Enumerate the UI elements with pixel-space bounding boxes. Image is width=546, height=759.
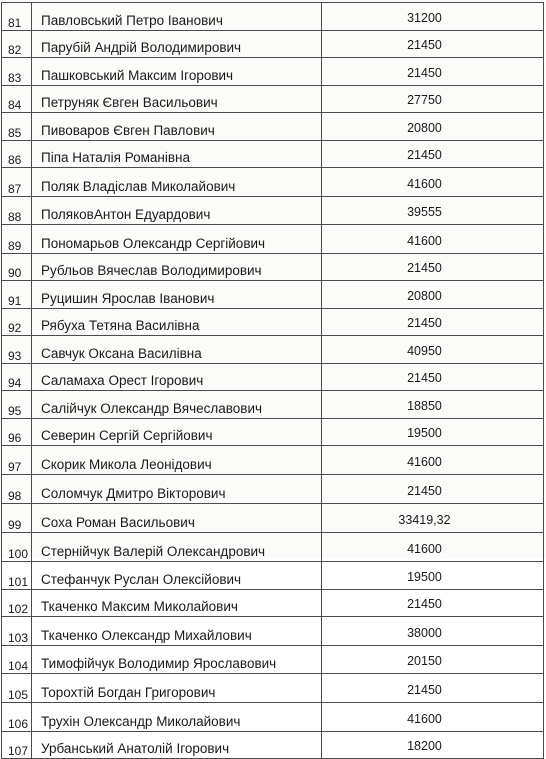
table-row bbox=[2, 58, 544, 86]
amount: 40950 bbox=[322, 336, 544, 364]
row-number: 89 bbox=[2, 224, 32, 253]
row-number: 96 bbox=[2, 418, 32, 446]
amount: 20150 bbox=[322, 646, 544, 674]
table-row bbox=[2, 702, 544, 731]
person-name: Рубльов Вячеслав Володимирович bbox=[32, 253, 322, 281]
person-name: Ткаченко Максим Миколайович bbox=[32, 589, 322, 617]
table-row bbox=[2, 168, 544, 197]
row-number: 88 bbox=[2, 197, 32, 225]
person-name: Тимофійчук Володимир Ярославович bbox=[32, 646, 322, 674]
row-number: 91 bbox=[2, 281, 32, 309]
payment-table-body bbox=[2, 3, 544, 759]
amount: 19500 bbox=[322, 418, 544, 446]
row-number: 102 bbox=[2, 589, 32, 617]
amount: 21450 bbox=[322, 58, 544, 86]
amount: 21450 bbox=[322, 363, 544, 391]
table-row bbox=[2, 646, 544, 674]
amount: 21450 bbox=[322, 140, 544, 168]
row-number: 87 bbox=[2, 168, 32, 197]
person-name: ПоляковАнтон Едуардович bbox=[32, 197, 322, 225]
row-number: 107 bbox=[2, 731, 32, 759]
table-row bbox=[2, 3, 544, 31]
row-number: 100 bbox=[2, 533, 32, 562]
person-name: Стернійчук Валерій Олександрович bbox=[32, 533, 322, 562]
table-row bbox=[2, 253, 544, 281]
amount: 41600 bbox=[322, 702, 544, 731]
person-name: Рябуха Тетяна Василівна bbox=[32, 308, 322, 336]
row-number: 97 bbox=[2, 446, 32, 475]
person-name: Петруняк Євген Васильович bbox=[32, 85, 322, 113]
amount: 20800 bbox=[322, 113, 544, 141]
amount: 18850 bbox=[322, 391, 544, 419]
table-row bbox=[2, 446, 544, 475]
row-number: 94 bbox=[2, 363, 32, 391]
row-number: 84 bbox=[2, 85, 32, 113]
row-number: 86 bbox=[2, 140, 32, 168]
table-row bbox=[2, 85, 544, 113]
person-name: Руцишин Ярослав Іванович bbox=[32, 281, 322, 309]
amount: 33419,32 bbox=[322, 504, 544, 533]
row-number: 83 bbox=[2, 58, 32, 86]
table-row bbox=[2, 562, 544, 590]
table-row bbox=[2, 475, 544, 504]
amount: 19500 bbox=[322, 562, 544, 590]
row-number: 105 bbox=[2, 673, 32, 702]
person-name: Трухін Олександр Миколайович bbox=[32, 702, 322, 731]
person-name: Парубій Андрій Володимирович bbox=[32, 30, 322, 58]
amount: 21450 bbox=[322, 30, 544, 58]
row-number: 101 bbox=[2, 562, 32, 590]
row-number: 95 bbox=[2, 391, 32, 419]
amount: 27750 bbox=[322, 85, 544, 113]
amount: 41600 bbox=[322, 533, 544, 562]
person-name: Соломчук Дмитро Вікторович bbox=[32, 475, 322, 504]
table-row bbox=[2, 391, 544, 419]
table-row bbox=[2, 673, 544, 702]
person-name: Поляк Владіслав Миколайович bbox=[32, 168, 322, 197]
amount: 18200 bbox=[322, 731, 544, 759]
amount: 21450 bbox=[322, 308, 544, 336]
row-number: 103 bbox=[2, 617, 32, 646]
amount: 21450 bbox=[322, 589, 544, 617]
person-name: Скорик Микола Леонідович bbox=[32, 446, 322, 475]
row-number: 99 bbox=[2, 504, 32, 533]
amount: 21450 bbox=[322, 673, 544, 702]
table-row bbox=[2, 617, 544, 646]
table-row bbox=[2, 197, 544, 225]
person-name: Саламаха Орест Ігорович bbox=[32, 363, 322, 391]
row-number: 104 bbox=[2, 646, 32, 674]
amount: 21450 bbox=[322, 475, 544, 504]
amount: 41600 bbox=[322, 168, 544, 197]
table-row bbox=[2, 363, 544, 391]
person-name: Салійчук Олександр Вячеславович bbox=[32, 391, 322, 419]
row-number: 90 bbox=[2, 253, 32, 281]
table-row bbox=[2, 281, 544, 309]
person-name: Пивоваров Євген Павлович bbox=[32, 113, 322, 141]
row-number: 92 bbox=[2, 308, 32, 336]
table-row bbox=[2, 308, 544, 336]
table-row bbox=[2, 504, 544, 533]
amount: 38000 bbox=[322, 617, 544, 646]
person-name: Ткаченко Олександр Михайлович bbox=[32, 617, 322, 646]
person-name: Стефанчук Руслан Олексійович bbox=[32, 562, 322, 590]
table-row bbox=[2, 113, 544, 141]
row-number: 82 bbox=[2, 30, 32, 58]
table-row bbox=[2, 589, 544, 617]
person-name: Соха Роман Васильович bbox=[32, 504, 322, 533]
table-row bbox=[2, 140, 544, 168]
person-name: Северин Сергій Сергійович bbox=[32, 418, 322, 446]
row-number: 85 bbox=[2, 113, 32, 141]
table-row bbox=[2, 336, 544, 364]
amount: 21450 bbox=[322, 253, 544, 281]
row-number: 93 bbox=[2, 336, 32, 364]
payment-table bbox=[1, 2, 544, 759]
amount: 31200 bbox=[322, 3, 544, 31]
table-row bbox=[2, 30, 544, 58]
person-name: Пономарьов Олександр Сергійович bbox=[32, 224, 322, 253]
row-number: 106 bbox=[2, 702, 32, 731]
amount: 39555 bbox=[322, 197, 544, 225]
amount: 41600 bbox=[322, 446, 544, 475]
person-name: Павловський Петро Іванович bbox=[32, 3, 322, 31]
amount: 20800 bbox=[322, 281, 544, 309]
person-name: Торохтій Богдан Григорович bbox=[32, 673, 322, 702]
table-row bbox=[2, 224, 544, 253]
row-number: 98 bbox=[2, 475, 32, 504]
person-name: Урбанський Анатолій Ігорович bbox=[32, 731, 322, 759]
amount: 41600 bbox=[322, 224, 544, 253]
table-row bbox=[2, 731, 544, 759]
table-row bbox=[2, 418, 544, 446]
person-name: Савчук Оксана Василівна bbox=[32, 336, 322, 364]
person-name: Піпа Наталія Романівна bbox=[32, 140, 322, 168]
table-row bbox=[2, 533, 544, 562]
person-name: Пашковський Максим Ігорович bbox=[32, 58, 322, 86]
row-number: 81 bbox=[2, 3, 32, 31]
